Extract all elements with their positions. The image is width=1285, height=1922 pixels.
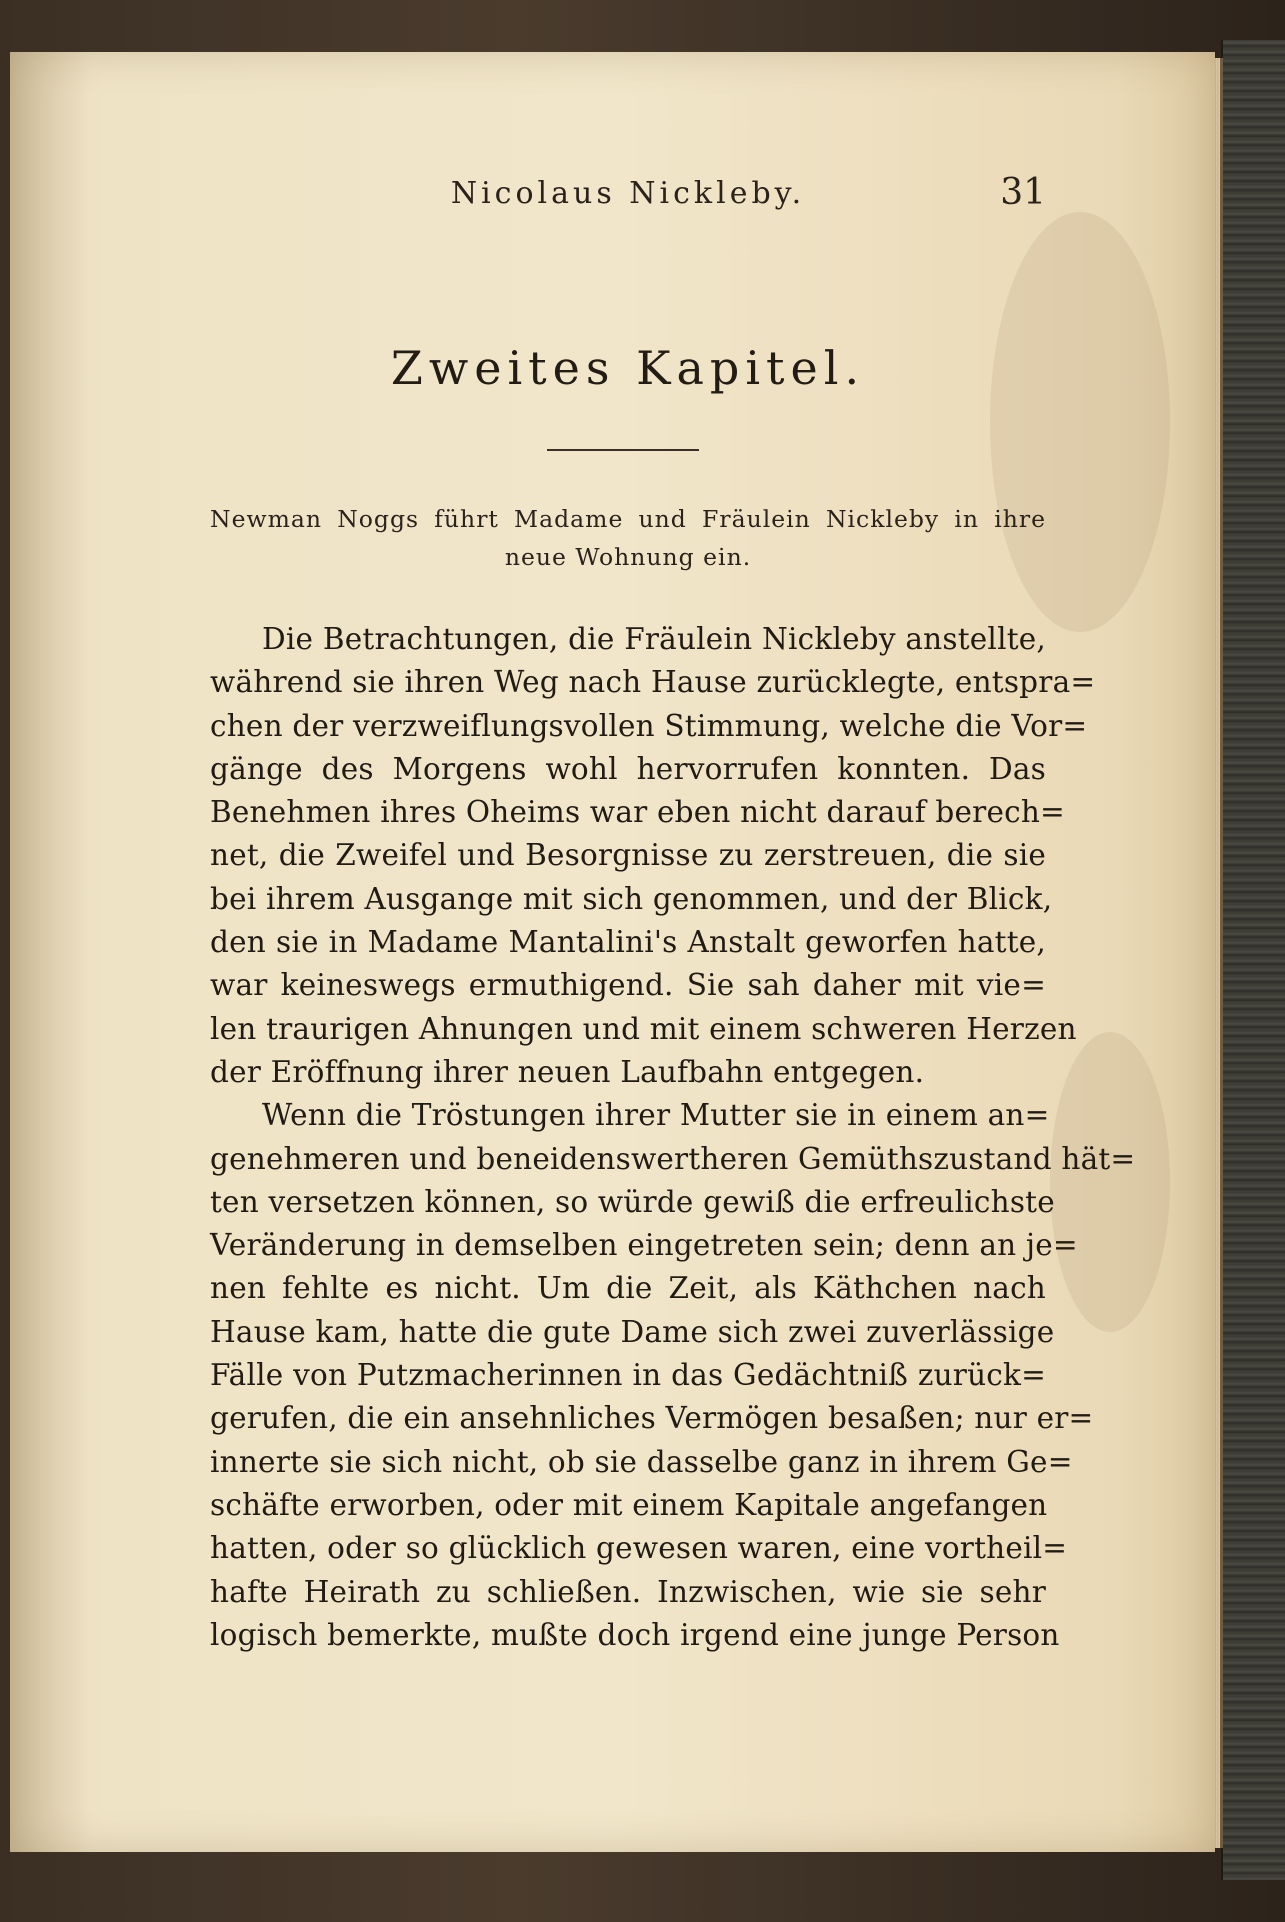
text-line: nen fehlte es nicht. Um die Zeit, als Käthchen nach: [210, 1271, 1046, 1306]
text-line: hafte Heirath zu schließen. Inzwischen, wie sie sehr: [210, 1574, 1046, 1609]
text-line: Die Betrachtungen, die Fräulein Nickleby anstellte,: [262, 622, 1046, 656]
text-line: schäfte erworben, oder mit einem Kapitale angefangen: [210, 1487, 1048, 1522]
text-line: den sie in Madame Mantalini's Anstalt geworfen hatte,: [210, 925, 1046, 960]
text-line: gerufen, die ein ansehnliches Vermögen besaßen; nur er=: [210, 1401, 1094, 1436]
text-line: Veränderung in demselben eingetreten sein; denn an je=: [210, 1228, 1078, 1263]
text-line: Wenn die Tröstungen ihrer Mutter sie in einem an=: [262, 1098, 1050, 1133]
text-line: len traurigen Ahnungen und mit einem schweren Herzen: [210, 1011, 1077, 1046]
running-head: [210, 172, 1046, 218]
text-line: bei ihrem Ausgange mit sich genommen, und der Blick,: [210, 881, 1053, 916]
text-line: innerte sie sich nicht, ob sie dasselbe ganz in ihrem Ge=: [210, 1444, 1073, 1479]
text-line: während sie ihren Weg nach Hause zurücklegte, entspra=: [210, 665, 1096, 700]
paper-stain: [1050, 1032, 1170, 1332]
text-line: chen der verzweiflungsvollen Stimmung, welche die Vor=: [210, 708, 1088, 743]
body-text: [210, 618, 1136, 1657]
text-line: hatten, oder so glücklich gewesen waren, eine vortheil=: [210, 1531, 1068, 1566]
text-line: Hause kam, hatte die gute Dame sich zwei zuverlässige: [210, 1314, 1055, 1349]
text-line: Benehmen ihres Oheims war eben nicht darauf berech=: [210, 795, 1065, 830]
text-line: logisch bemerkte, mußte doch irgend eine junge Person: [210, 1617, 1060, 1652]
book-cover-edge: [1221, 40, 1285, 1880]
title-divider: [547, 449, 699, 451]
text-line: war keineswegs ermuthigend. Sie sah daher mit vie=: [210, 968, 1046, 1003]
text-line: net, die Zweifel und Besorgnisse zu zerstreuen, die sie: [210, 838, 1046, 873]
running-title: Nicolaus Nickleby.: [450, 176, 806, 211]
text-line: gänge des Morgens wohl hervorrufen konnten. Das: [210, 751, 1046, 786]
chapter-title: Zweites Kapitel.: [390, 341, 866, 395]
text-line: Fälle von Putzmacherinnen in das Gedächtniß zurück=: [210, 1358, 1046, 1393]
page-number: 31: [1000, 172, 1046, 213]
text-line: genehmeren und beneidenswertheren Gemüthszustand hät=: [210, 1141, 1136, 1176]
chapter-summary: Newman Noggs führt Madame und Fräulein Nickleby in ihre neue Wohnung ein.: [210, 505, 1046, 571]
text-line: der Eröffnung ihrer neuen Laufbahn entgegen.: [210, 1054, 925, 1089]
gutter-shadow: [10, 52, 90, 1852]
text-line: ten versetzen können, so würde gewiß die erfreulichste: [210, 1184, 1055, 1219]
